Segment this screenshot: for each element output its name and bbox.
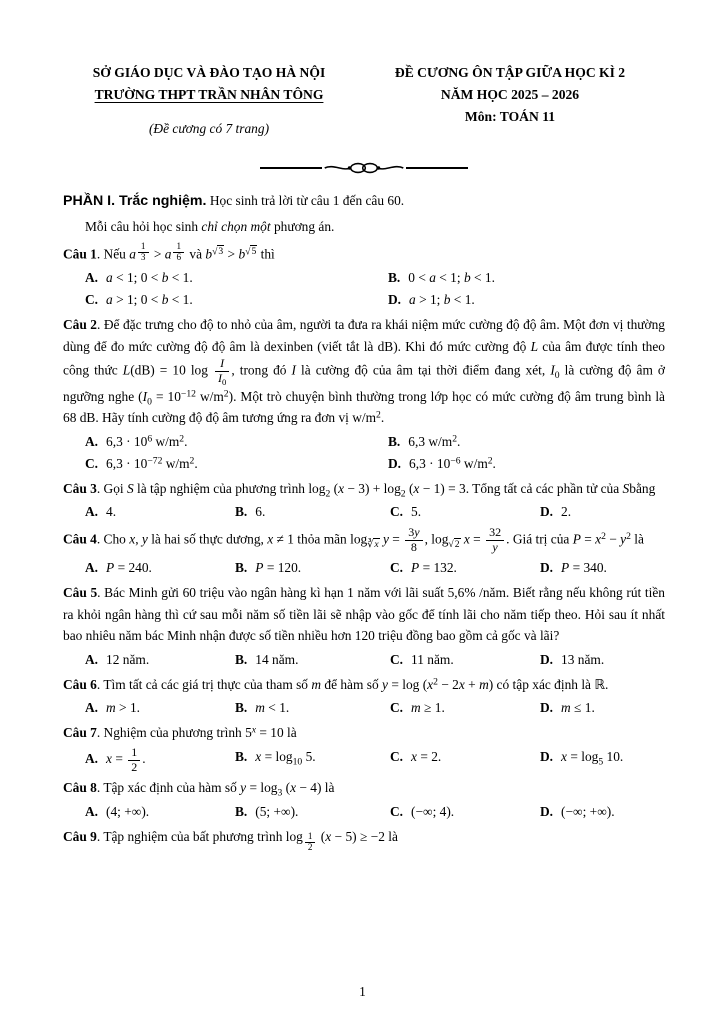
option-text: 14 năm.	[255, 651, 299, 667]
question-4	[63, 526, 665, 579]
option-6A	[85, 697, 235, 719]
option-key: B.	[388, 433, 401, 449]
options-row	[63, 746, 665, 775]
option-7D	[540, 746, 665, 775]
questions-list	[63, 242, 665, 852]
option-text: $6,3 \cdot 10^{-6}$ $w/m^2$.	[409, 455, 496, 471]
option-text: P = 132.	[411, 560, 457, 576]
question-text: Câu 3. Gọi S là tập nghiệm của phương trình $\log_2 (x - 3) + \log_2 (x - 1) = 3$. Tổng tất cả các phần tử của Sbằng	[63, 480, 656, 500]
option-text: 13 năm.	[561, 651, 605, 667]
question-text: Câu 8. Tập xác định của hàm số $y = \log_3 (x - 4)$ là	[63, 780, 335, 799]
option-text: x = $\frac{1}{2}$ .	[106, 744, 146, 774]
option-2B	[388, 431, 665, 453]
question-label: Câu 6	[63, 676, 97, 692]
question-text: Câu 2. Để đặc trưng cho độ to nhỏ của âm, người ta đưa ra khái niệm mức cường độ độ âm. Một đơn vị thường dùng để đo mức cường độ độ âm là dexinben (viết tắt là dB). Khi đó mức cường độ L của âm được tính theo công thức L(dB) = 10 log $\frac{I}{I_0}$ , trong đó I là cường độ của âm tại thời điểm đang xét, $I_0$ là cường độ âm ở ngưỡng nghe ($I_0 = 10^{-12}$ $w/m^2$). Một trò chuyện bình thường trong lớp học có mức cường độ âm trung bình là 68 dB. Hãy tính cường độ độ âm tương ứng ra đơn vị $w/m^2$.	[63, 317, 666, 426]
document-title: ĐỀ CƯƠNG ÔN TẬP GIỮA HỌC KÌ 2	[394, 65, 626, 80]
page-number: 1	[359, 983, 366, 999]
option-1C	[85, 289, 388, 311]
option-text: a > 1; b < 1.	[409, 292, 475, 308]
option-key: C.	[390, 560, 404, 576]
page-count-note: (Đề cương có 7 trang)	[148, 121, 270, 137]
option-1A	[85, 267, 388, 289]
option-5D	[540, 649, 665, 671]
option-key: C.	[390, 651, 404, 667]
option-5A	[85, 649, 235, 671]
question-8	[63, 777, 665, 823]
option-text: (−∞; 4).	[411, 803, 455, 819]
question-label: Câu 1	[63, 246, 97, 262]
question-text: Câu 6. Tìm tất cả các giá trị thực của tham số m để hàm số $y = \log (x^2 - 2x + m)$ có tập xác định là ℝ.	[63, 676, 609, 692]
option-7B	[235, 746, 390, 775]
option-text: m < 1.	[255, 700, 290, 716]
issuing-authority: SỞ GIÁO DỤC VÀ ĐÀO TẠO HÀ NỘI	[92, 65, 326, 80]
question-label: Câu 3	[63, 480, 97, 496]
option-2C	[85, 453, 388, 475]
option-2D	[388, 453, 665, 475]
option-key: C.	[390, 700, 404, 716]
option-1D	[388, 289, 665, 311]
option-key: A.	[85, 700, 99, 716]
option-key: A.	[85, 504, 99, 520]
part-label: PHẦN I. Trắc nghiệm.	[63, 192, 207, 209]
option-4B	[235, 557, 390, 579]
option-7C	[390, 746, 540, 775]
option-key: B.	[235, 560, 248, 576]
subject-line: Môn: TOÁN 11	[464, 109, 556, 125]
header-right-block	[355, 62, 665, 128]
options-row	[63, 697, 665, 719]
option-key: A.	[85, 270, 99, 285]
option-key: D.	[540, 700, 554, 716]
option-key: B.	[235, 504, 248, 520]
option-text: m ≥ 1.	[411, 700, 445, 716]
option-key: B.	[235, 803, 248, 819]
option-text: m > 1.	[106, 700, 140, 716]
option-1B	[388, 267, 665, 289]
question-2	[63, 314, 665, 475]
option-3B	[235, 501, 390, 523]
option-text: (5; +∞).	[255, 803, 299, 819]
options-row	[63, 801, 665, 823]
options-row	[63, 557, 665, 579]
option-5C	[390, 649, 540, 671]
option-key: A.	[85, 651, 99, 667]
option-text: a < 1; 0 < b < 1.	[106, 270, 193, 285]
option-4A	[85, 557, 235, 579]
option-key: A.	[85, 560, 99, 576]
option-8C	[390, 801, 540, 823]
option-key: B.	[388, 270, 401, 285]
option-text: 5.	[411, 504, 422, 520]
option-3D	[540, 501, 665, 523]
option-key: B.	[235, 748, 248, 764]
option-8B	[235, 801, 390, 823]
option-key: C.	[85, 455, 99, 471]
part-heading	[63, 190, 665, 213]
option-key: A.	[85, 751, 99, 767]
question-label: Câu 2	[63, 317, 97, 333]
question-9	[63, 826, 665, 852]
question-text: Câu 5. Bác Minh gửi 60 triệu vào ngân hàng kì hạn 1 năm với lãi suất 5,6% /năm. Biết rằng nếu không rút tiền ra khỏi ngân hàng thì cứ sau mỗi năm số tiền lãi sẽ nhập vào gốc để tính lãi cho năm tiếp theo. Hỏi sau ít nhất bao nhiêu năm bác Minh nhận được số tiền nhiều hơn 120 triệu đồng bao gồm cả gốc và lãi?	[63, 585, 665, 644]
question-3	[63, 478, 665, 524]
option-text: (−∞; +∞).	[561, 803, 615, 819]
question-label: Câu 5	[63, 585, 98, 601]
option-7A	[85, 746, 235, 775]
option-key: A.	[85, 433, 99, 449]
option-text: 6.	[255, 504, 266, 520]
options-row	[63, 501, 665, 523]
option-6C	[390, 697, 540, 719]
option-text: 12 năm.	[106, 651, 150, 667]
option-6B	[235, 697, 390, 719]
question-label: Câu 8	[63, 780, 97, 796]
option-text: 0 < a < 1; b < 1.	[408, 270, 495, 285]
option-text: $x = \log_5 10$.	[561, 748, 624, 768]
option-text: 11 năm.	[411, 651, 454, 667]
option-text: $6,3 \cdot 10^{-72}$ $w/m^2$.	[106, 455, 198, 471]
option-key: D.	[540, 748, 554, 764]
option-key: C.	[390, 504, 404, 520]
option-text: x = 2.	[411, 748, 442, 764]
option-key: D.	[540, 560, 554, 576]
option-key: D.	[388, 292, 402, 308]
question-text: Câu 4. Cho x, y là hai số thực dương, x ≠ 1 thỏa mãn $\log_{∛x} y$ = $\frac{3y}{8}$ , $\log_{√2} x$ = $\frac{32}{y}$ . Giá trị của $P = x^2 - y^2$ là	[63, 525, 644, 555]
option-text: a > 1; 0 < b < 1.	[106, 292, 193, 308]
option-key: B.	[235, 651, 248, 667]
option-text: P = 340.	[561, 560, 607, 576]
option-key: C.	[390, 803, 404, 819]
swirl-ornament-icon	[323, 160, 405, 176]
divider-line-left	[260, 167, 322, 169]
option-5B	[235, 649, 390, 671]
header-left-block	[63, 62, 355, 140]
question-label: Câu 7	[63, 725, 97, 741]
option-8D	[540, 801, 665, 823]
school-name: TRƯỜNG THPT TRẦN NHÂN TÔNG	[94, 87, 324, 103]
option-text: P = 240.	[106, 560, 152, 576]
question-text: Câu 1. Nếu a $^{\frac{1}{3}}$ > a $^{\frac{1}{6}}$ và $b^{√3} > b^{√5}$ thì	[63, 240, 275, 262]
options-row	[63, 431, 665, 475]
question-5	[63, 582, 665, 670]
option-key: D.	[388, 455, 402, 471]
option-8A	[85, 801, 235, 823]
question-text: Câu 7. Nghiệm của phương trình $5^x = 10$ là	[63, 724, 297, 741]
question-1	[63, 242, 665, 311]
option-key: D.	[540, 803, 554, 819]
options-row	[63, 267, 665, 311]
question-7	[63, 722, 665, 774]
document-header	[63, 62, 665, 140]
question-text: Câu 9. Tập nghiệm của bất phương trình log $_{\frac{1}{2}}$ (x − 5) ≥ −2 là	[63, 828, 398, 852]
question-6	[63, 674, 665, 720]
option-key: B.	[235, 700, 248, 716]
question-label: Câu 9	[63, 828, 97, 844]
option-key: A.	[85, 803, 99, 819]
option-text: 2.	[561, 504, 572, 520]
option-text: 4.	[106, 504, 117, 520]
question-label: Câu 4	[63, 531, 97, 547]
part-description: Học sinh trả lời từ câu 1 đến câu 60.	[209, 192, 405, 208]
option-text: (4; +∞).	[106, 803, 150, 819]
option-key: C.	[85, 292, 99, 308]
options-row	[63, 649, 665, 671]
option-4D	[540, 557, 665, 579]
option-3A	[85, 501, 235, 523]
option-text: P = 120.	[255, 560, 302, 576]
option-3C	[390, 501, 540, 523]
ornament-divider	[63, 160, 665, 176]
option-text: $x = \log_{10} 5$.	[255, 748, 316, 768]
option-6D	[540, 697, 665, 719]
option-text: $6,3 \cdot 10^6$ $w/m^2$.	[106, 433, 188, 449]
option-text: m ≤ 1.	[561, 700, 595, 716]
option-key: D.	[540, 651, 554, 667]
option-4C	[390, 557, 540, 579]
option-2A	[85, 431, 388, 453]
option-text: 6,3 $w/m^2$.	[408, 433, 461, 449]
part-instruction: Mỗi câu hỏi học sinh chỉ chọn một phương án.	[85, 219, 335, 235]
school-year: NĂM HỌC 2025 – 2026	[440, 87, 580, 103]
option-key: C.	[390, 748, 404, 764]
divider-line-right	[406, 167, 468, 169]
option-key: D.	[540, 504, 554, 520]
